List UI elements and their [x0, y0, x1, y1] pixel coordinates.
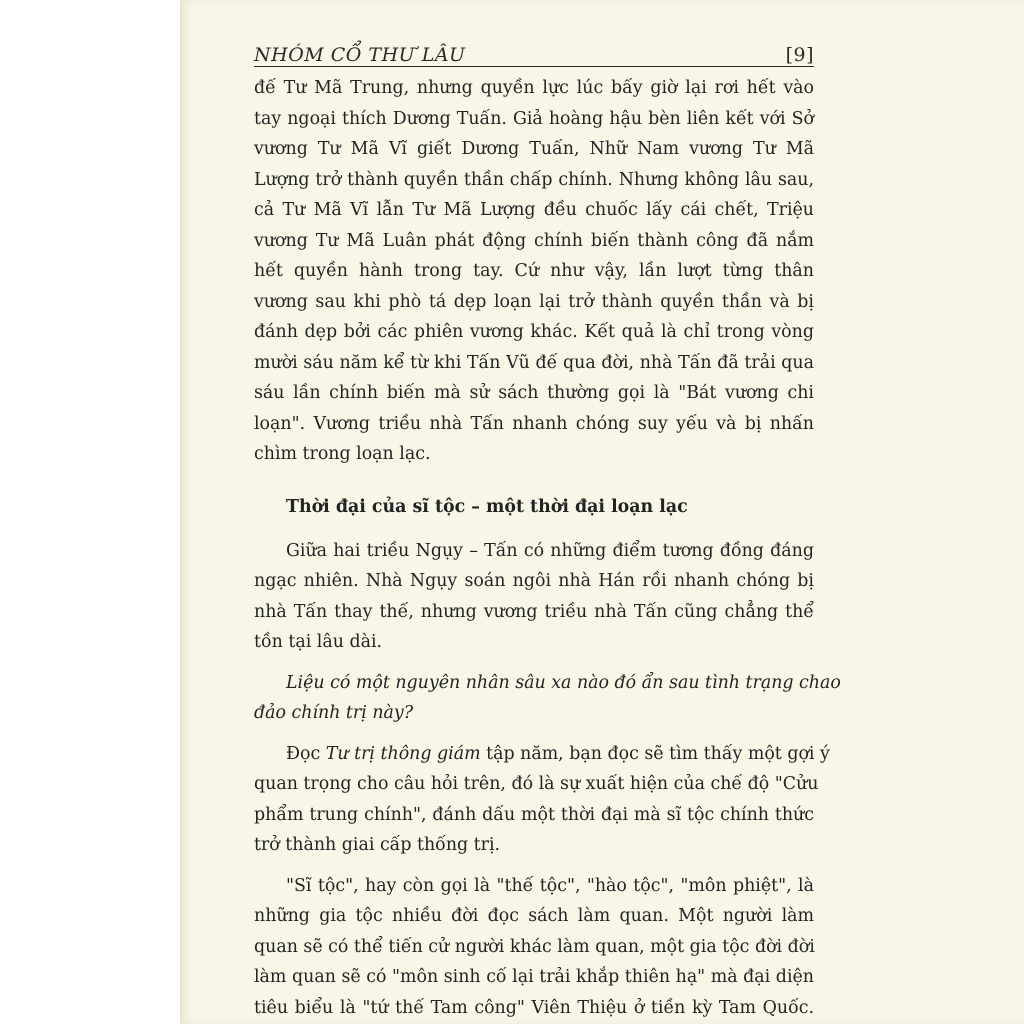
header-title: NHÓM CỔ THƯ LÂU — [254, 44, 466, 66]
text-line: tồn tại lâu dài. — [254, 632, 383, 652]
paragraph-4 — [254, 739, 830, 861]
page-gutter — [180, 0, 182, 1024]
text-line: loạn". Vương triều nhà Tấn nhanh chóng suy yếu và bị nhấn — [254, 413, 814, 434]
section-heading: Thời đại của sĩ tộc – một thời đại loạn lạc — [286, 496, 688, 517]
text-line: làm quan sẽ có "môn sinh cố lại trải khắp thiên hạ" mà đại diện — [254, 967, 814, 987]
text-line: những gia tộc nhiều đời đọc sách làm quan. Một người làm — [254, 906, 814, 926]
text-line: Lượng trở thành quyền thần chấp chính. Nhưng không lâu sau, — [254, 169, 814, 190]
text-line: ngạc nhiên. Nhà Ngụy soán ngôi nhà Hán rồi nhanh chóng bị — [254, 571, 814, 591]
text-line: Giữa hai triều Ngụy – Tấn có những điểm tương đồng đáng — [286, 540, 814, 561]
text-line: tay ngoại thích Dương Tuấn. Giả hoàng hậu bèn liên kết với Sở — [254, 108, 814, 129]
book-title: Tư trị thông giám — [325, 743, 481, 764]
header-rule — [254, 66, 814, 67]
text-line: nhà Tấn thay thế, nhưng vương triều nhà Tấn cũng chẳng thể — [254, 601, 814, 622]
text-line: cả Tư Mã Vĩ lẫn Tư Mã Lượng đều chuốc lấy cái chết, Triệu — [254, 200, 814, 220]
text-line: vương sau khi phò tá dẹp loạn lại trở thành quyền thần và bị — [254, 291, 814, 312]
text-line: "Sĩ tộc", hay còn gọi là "thế tộc", "hào tộc", "môn phiệt", là — [286, 875, 814, 896]
text-line: sáu lần chính biến mà sử sách thường gọi là "Bát vương chi — [254, 383, 814, 403]
text-line — [254, 739, 830, 770]
text-fragment: Đọc — [286, 743, 326, 764]
text-line: chìm trong loạn lạc. — [254, 444, 431, 464]
text-line: đế Tư Mã Trung, nhưng quyền lực lúc bấy giờ lại rơi hết vào — [254, 78, 814, 98]
text-line: vương Tư Mã Luân phát động chính biến thành công đã nắm — [254, 230, 814, 251]
text-line: hết quyền hành trong tay. Cứ như vậy, lần lượt từng thân — [254, 261, 814, 281]
text-line: phẩm trung chính", đánh dấu một thời đại mà sĩ tộc chính thức — [254, 804, 814, 825]
text-line: vương Tư Mã Vĩ giết Dương Tuấn, Nhữ Nam vương Tư Mã — [254, 139, 814, 159]
book-page — [180, 0, 1024, 1024]
text-line: Liệu có một nguyên nhân sâu xa nào đó ẩn sau tình trạng chao — [286, 672, 841, 693]
text-line: đảo chính trị này? — [254, 703, 414, 723]
text-line: đánh dẹp bởi các phiên vương khác. Kết quả là chỉ trong vòng — [254, 322, 814, 342]
page-number: [9] — [785, 44, 814, 66]
text-fragment: tập năm, bạn đọc sẽ tìm thấy một gợi ý — [480, 743, 830, 764]
text-line: trở thành giai cấp thống trị. — [254, 835, 501, 855]
paragraph-1 — [254, 73, 814, 470]
text-line: tiêu biểu là "tứ thế Tam công" Viên Thiệu ở tiền kỳ Tam Quốc. — [254, 997, 814, 1018]
paragraph-3 — [254, 668, 841, 729]
page-body — [254, 73, 841, 1023]
text-line: mười sáu năm kể từ khi Tấn Vũ đế qua đời, nhà Tấn đã trải qua — [254, 352, 814, 373]
paragraph-5 — [254, 871, 814, 1024]
text-line: quan trọng cho câu hỏi trên, đó là sự xuất hiện của chế độ "Cửu — [254, 774, 819, 794]
paragraph-2 — [254, 536, 814, 658]
text-line: quan sẽ có thể tiến cử người khác làm quan, một gia tộc đời đời — [254, 936, 815, 957]
